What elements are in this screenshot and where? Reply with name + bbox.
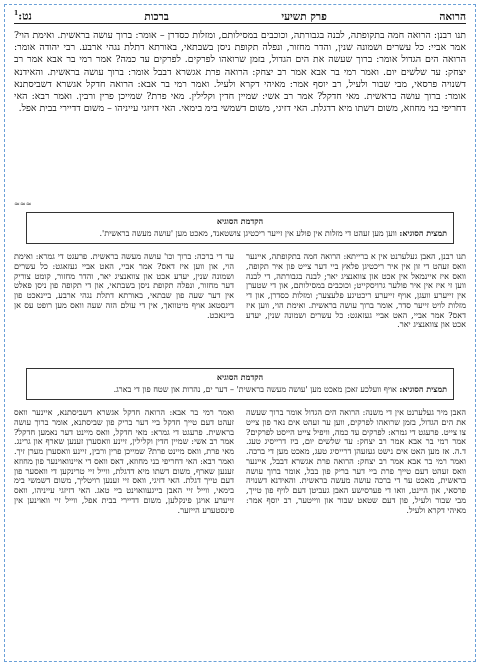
explanation-column-left-2: ואמר רמי בר אבא: הרואה חדקל אגשרא דשביסתנא, איינער וואס זעהט דעם טייך חדקל ביי דער בריק פון שביסתנא, אומר ברוך עושה בראשית. פרעגט די גמרא: מאי חדקל, וואס מיינט דער נאמען חדקל? אמר רב אשי: שמיין חדין וקלילין, זיינע וואסערן זענען שארף און גרינג. מאי פרת, וואס מיינט פרת? שמייכן פרין ורבין, זיינע וואסערן מערן זיך. ואמר רבא: האי דחריפי בני מחוזא, דאס וואס די איינוואוינער פון מחוזא זענען שארף, משום דשתו מיא דדגלת, ווייל זיי טרינקען די וואסער פון דעם טייך דגלת. האי דזיגי, וואס זיי זענען רויטליך, משום דשמשי בימ בימאי, ווייל זיי האבן בייגעוואוינט ביי טאג. האי דזיזגי עייניהו, וואס זייערע אויגן פינקלען, משום דדיירי בבית אפל, ווייל זיי וואוינען אין פינסטערע הייזער. bbox=[14, 408, 234, 515]
intro-box bbox=[26, 212, 454, 244]
header-tractate: ברכות bbox=[144, 10, 169, 23]
gemara-text bbox=[14, 30, 466, 196]
page-header bbox=[14, 10, 466, 24]
intro-box-2-text: תמצית הסוגיא: אויף וועלכע זאכן מאכט מען 'עושה מעשה בראשית' – דער ים, נהרות און שטח פון די בארג. bbox=[113, 384, 447, 394]
explanation-column-right: תנו רבנן, האבן געלערנט אין א ברייתא: הרואה חמה בתקופתה, איינער וואס זעהט די זון אין איר ריכטיגן פלאץ ביי דער צייט פון איר תקופה, וואס איז איינמאל אין אכט און צוואנציג יאר; לבנה בגבורתה, די לבנה ווען זי איז אין איר פולער גרויסקייט; וכוכבים במסילותם, און די שטערן אין זייערע וועגן, אויף זייערע ריכטיגע פלעצער; ומזלות כסדרן, און די מזלות לויט זייער סדר, אומר ברוך עושה בראשית. ואימת הוי, ווען איז דאס? אמר אביי, האט אביי געזאגט: כל עשרים ושמונה שנין, יעדע אכט און צוואנציג יאר. bbox=[246, 252, 466, 330]
explanation-section-2 bbox=[14, 408, 466, 654]
end-mark: ≈≈≈ bbox=[14, 200, 32, 208]
intro-box-2-title: הקדמת הסוגיא bbox=[216, 372, 264, 382]
header-folio: נט:$^1$ bbox=[14, 10, 32, 23]
explanation-column-right-2: האבן מיר געלערנט אין די משנה: הרואה הים הגדול אומר ברוך שעשה את הים הגדול, בזמן שרואהו לפרקים, ווען ער זעהט אים נאר פון צייט צו צייט. פרעגט די גמרא: לפרקים עד כמה, וויפיל צייט הייסט לפרקים? אמר רמי בר אבא אמר רב יצחק: עד שלשים יום, ביז דרייסיג טעג. ד.ה. אז מען האט אים נישט געזעהן דרייסיג טעג, מאכט מען די ברכה. ואמר רמי בר אבא אמר רב יצחק: הרואה פרת אגשרא דבבל, איינער וואס זעהט דעם טייך פרת ביי דער בריק פון בבל, אומר ברוך עושה בראשית, מאכט ער די ברכה עושה מעשה בראשית. והאידנא דשנויה פרסאי, און היינט, וואו די פערסישע האבן געביטן דעם לויף פון טייך, מבי שבור ולעיל, פון דעם שטאט שבור און ווייטער, רב יוסף אמר: מאיהי דקרא ולעיל. bbox=[246, 408, 466, 515]
intro-box-text: תמצית הסוגיא: ווען מען זעהט די מזלות אין פולע אין זייער ריכטיגן צושטאנד, מאכט מען 'עושה מעשה בראשית'. bbox=[99, 228, 447, 238]
intro-box-2 bbox=[26, 368, 454, 400]
intro-box-title: הקדמת הסוגיא bbox=[216, 216, 264, 226]
gemara-paragraph: תנו רבנן: הרואה חמה בתקופתה, לבנה בגבורתה, וכוכבים במסילותם, ומזלות כסדרן – אומר: ברוך עושה בראשית. ואימת הוי? אמר אביי: כל עשרים ושמונה שנין, והדר מחזור, ונפלה תקופת ניסן בשבתאי, באורתא דתלת נגהי ארבע. רבי יהודה אומר: הרואה הים הגדול אומר: ברוך שעשה את הים הגדול, בזמן שרואהו לפרקים. לפרקים עד כמה? אמר רמי בר אבא אמר רב יצחק: עד שלשים יום. ואמר רמי בר אבא אמר רב יצחק: הרואה פרת אגשרא דבבל אומר: ברוך עושה בראשית. והאידנא דשנויה פרסאי, מבי שבור ולעיל, רב יוסף אמר: מאיהי דקרא ולעיל. ואמר רמי בר אבא: הרואה חדקל אגשרא דשביסתנא אומר: ברוך עושה בראשית. מאי חדקל? אמר רב אשי: שמיין חדין וקלילין. מאי פרת? שמייכן פרין ורבין. ואמר רבא: האי דחריפי בני מחוזא, משום דשתו מיא דדגלת. האי דזיגי, משום דשמשי בימ בימאי. האי דזיזגי עייניהו – משום דדיירי בבית אפל. bbox=[14, 30, 466, 115]
explanation-column-left: עד די ברכה: ברוך וכו' עושה מעשה בראשית. פרעגט די גמרא: ואימת הוי, און ווען איז דאס? אמר אביי, האט אביי געזאגט: כל עשרים ושמונה שנין, יעדע אכט און צוואנציג יאר, והדר מחזור, קומט צוריק דער מחזור, ונפלה תקופת ניסן בשבתאי, און די תקופה פון ניסן פאלט אין דער שעה פון שבתאי, באורתא דתלת נגהי ארבע, ביינאכט פון דינסטאג אויף מיטוואך, אין די עולם הזה שעה וואס מען רופט עס אן ביינאכט. bbox=[14, 252, 234, 320]
explanation-section-1 bbox=[14, 252, 466, 362]
header-chapter-number: פרק תשיעי bbox=[281, 10, 327, 23]
header-chapter-name: הרואה bbox=[439, 10, 466, 23]
